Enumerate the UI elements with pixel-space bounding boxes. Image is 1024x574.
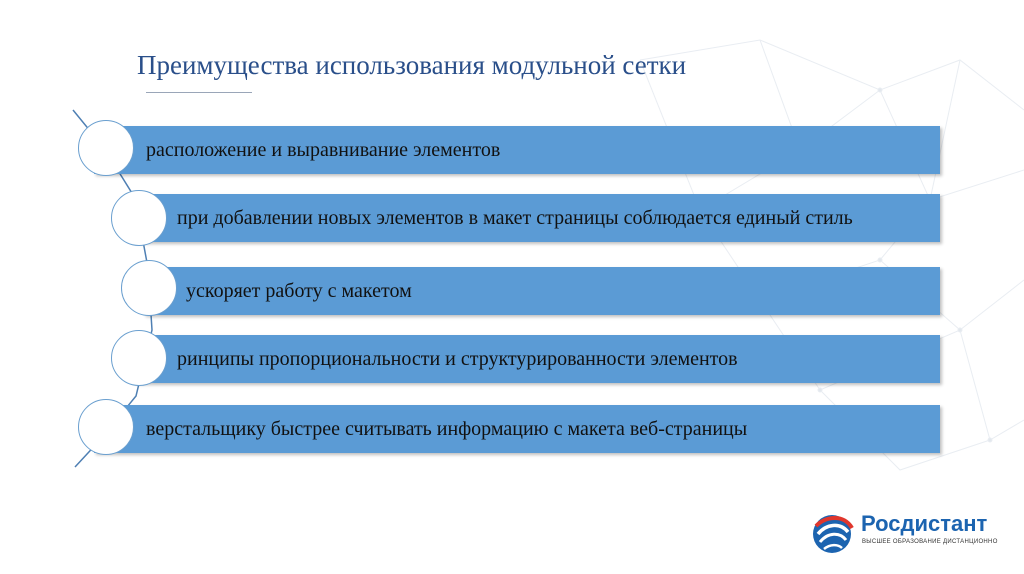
list-bullet-circle [111, 190, 167, 246]
list-item-text: при добавлении новых элементов в макет страницы соблюдается единый стиль [177, 206, 853, 229]
list-item-bar [134, 194, 940, 242]
list-item-bar [134, 335, 940, 383]
list-bullet-circle [78, 399, 134, 455]
list-item-bar [94, 405, 940, 453]
brand-name: Росдистант [861, 511, 988, 536]
brand-logo [808, 508, 1008, 560]
page-title: Преимущества использования модульной сетки [137, 50, 687, 80]
brand-tagline: ВЫСШЕЕ ОБРАЗОВАНИЕ ДИСТАНЦИОННО [862, 539, 998, 545]
list-bullet-circle [111, 330, 167, 386]
list-bullet-circle [121, 260, 177, 316]
list-item-text: расположение и выравнивание элементов [146, 138, 501, 161]
list-item-text: ускоряет работу с макетом [186, 279, 412, 302]
globe-logo-icon [808, 508, 856, 556]
list-item-bar [144, 267, 940, 315]
list-item-text: верстальщику быстрее считывать информацию с макета веб-страницы [146, 417, 748, 440]
list-bullet-circle [78, 120, 134, 176]
list-item-bar [94, 126, 940, 174]
list-item-text: ринципы пропорциональности и структурированности элементов [177, 347, 738, 370]
